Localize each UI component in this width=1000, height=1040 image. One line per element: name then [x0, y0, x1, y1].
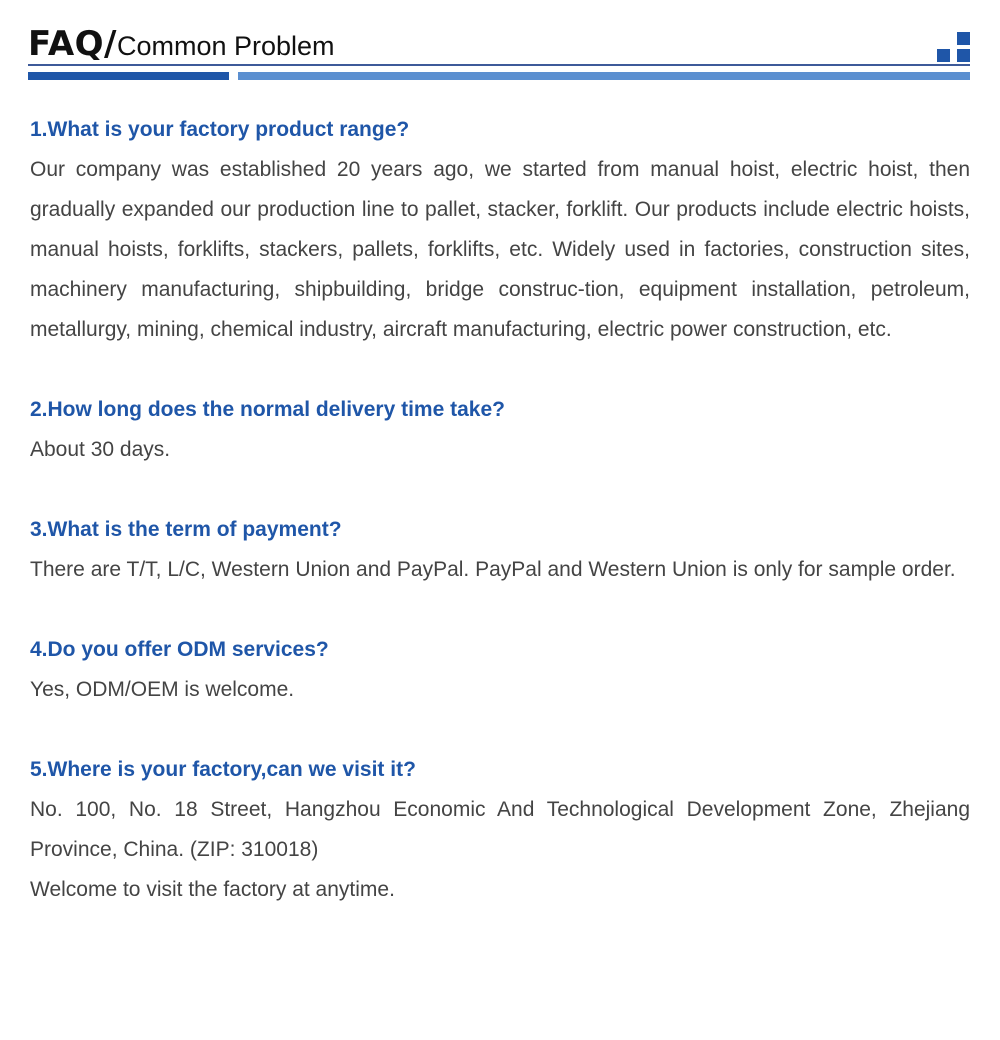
header-divider — [28, 64, 970, 66]
square-bottom-right — [957, 49, 970, 62]
faq-answer: There are T/T, L/C, Western Union and PayPal. PayPal and Western Union is only for sample order. — [30, 558, 956, 581]
faq-answer-note: Welcome to visit the factory at anytime. — [30, 878, 395, 901]
header-bar-right — [238, 72, 970, 80]
faq-header — [28, 24, 970, 84]
square-bottom-left — [937, 49, 950, 62]
faq-item — [30, 750, 970, 910]
decorative-squares-icon — [937, 32, 970, 62]
faq-question: 5.Where is your factory,can we visit it? — [30, 758, 416, 781]
faq-item — [30, 110, 970, 350]
faq-item — [30, 390, 970, 470]
faq-item — [30, 510, 970, 590]
title-subtitle: Common Problem — [116, 31, 335, 61]
faq-answer: About 30 days. — [30, 438, 171, 461]
faq-answer: Yes, ODM/OEM is welcome. — [30, 678, 295, 701]
faq-question: 3.What is the term of payment? — [30, 518, 342, 541]
faq-question: 2.How long does the normal delivery time take? — [30, 398, 505, 421]
square-top-right — [957, 32, 970, 45]
faq-item — [30, 630, 970, 710]
faq-question: 4.Do you offer ODM services? — [30, 638, 329, 661]
faq-list — [30, 110, 970, 950]
faq-answer: No. 100, No. 18 Street, Hangzhou Economic And Technological Development Zone, Zhejiang Province, China. (ZIP: 310018) — [30, 798, 970, 861]
header-bar-left — [28, 72, 229, 80]
faq-answer: Our company was established 20 years ago, we started from manual hoist, electric hoist, then gradually expanded our production line to pallet, stacker, forklift. Our products include electric hoists, manual hoists, forklifts, stackers, pallets, forklifts, etc. Widely used in factories, construction sites, machinery manufacturing, shipbuilding, bridge construc-tion, equipment installation, petroleum, metallurgy, mining, chemical industry, aircraft manufacturing, electric power construction, etc. — [30, 158, 970, 341]
title-faq: FAQ/ — [28, 24, 117, 64]
faq-question: 1.What is your factory product range? — [30, 118, 410, 141]
